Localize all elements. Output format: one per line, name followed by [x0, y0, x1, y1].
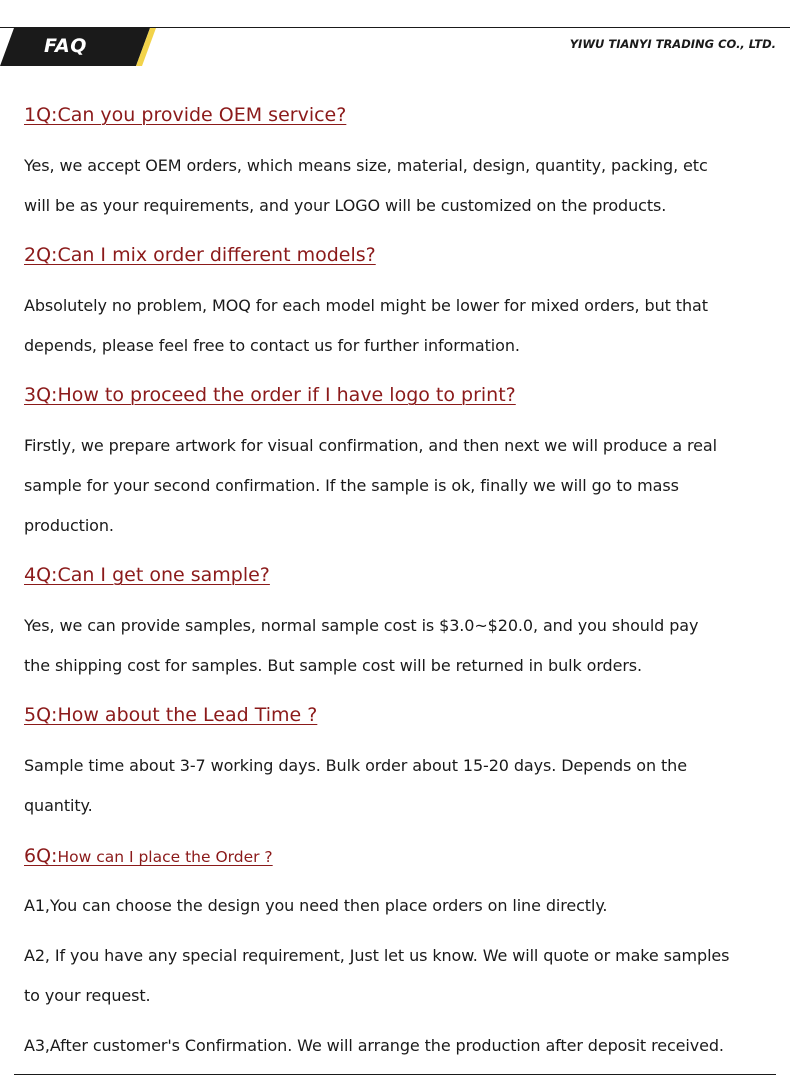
- bottom-divider: [14, 1074, 776, 1075]
- faq-answer-5-line-1: Sample time about 3-7 working days. Bulk order about 15-20 days. Depends on the: [24, 756, 687, 775]
- faq-answer-1-line-2: will be as your requirements, and your LOGO will be customized on the products.: [24, 196, 667, 215]
- faq-question-6: [24, 845, 273, 867]
- faq-answer-3-line-1: Firstly, we prepare artwork for visual confirmation, and then next we will produce a real: [24, 436, 717, 455]
- faq-answer-4-line-2: the shipping cost for samples. But sample cost will be returned in bulk orders.: [24, 656, 643, 675]
- faq-question-6-prefix: 6Q:: [24, 845, 58, 867]
- faq-answer-2-line-2: depends, please feel free to contact us for further information.: [24, 336, 520, 355]
- faq-answer-6-line-1: A1,You can choose the design you need then place orders on line directly.: [24, 896, 608, 915]
- faq-answer-5-line-2: quantity.: [24, 796, 93, 815]
- faq-question-2: 2Q:Can I mix order different models?: [24, 244, 376, 266]
- faq-title: FAQ: [44, 35, 87, 57]
- faq-question-3: 3Q:How to proceed the order if I have logo to print?: [24, 384, 516, 406]
- faq-question-6-text: How can I place the Order ?: [57, 848, 273, 866]
- faq-question-4: 4Q:Can I get one sample?: [24, 564, 270, 586]
- faq-answer-1-line-1: Yes, we accept OEM orders, which means size, material, design, quantity, packing, etc: [24, 156, 708, 175]
- company-name: YIWU TIANYI TRADING CO., LTD.: [569, 37, 776, 51]
- faq-question-1: 1Q:Can you provide OEM service?: [24, 104, 347, 126]
- faq-answer-6-line-4: A3,After customer's Confirmation. We will arrange the production after deposit received.: [24, 1036, 724, 1055]
- faq-answer-6-line-3: to your request.: [24, 986, 151, 1005]
- faq-answer-4-line-1: Yes, we can provide samples, normal sample cost is $3.0~$20.0, and you should pay: [24, 616, 699, 635]
- faq-answer-3-line-3: production.: [24, 516, 114, 535]
- faq-question-5: 5Q:How about the Lead Time ?: [24, 704, 318, 726]
- faq-answer-2-line-1: Absolutely no problem, MOQ for each model might be lower for mixed orders, but that: [24, 296, 708, 315]
- faq-answer-6-line-2: A2, If you have any special requirement, Just let us know. We will quote or make samples: [24, 946, 730, 965]
- faq-answer-3-line-2: sample for your second confirmation. If the sample is ok, finally we will go to mass: [24, 476, 679, 495]
